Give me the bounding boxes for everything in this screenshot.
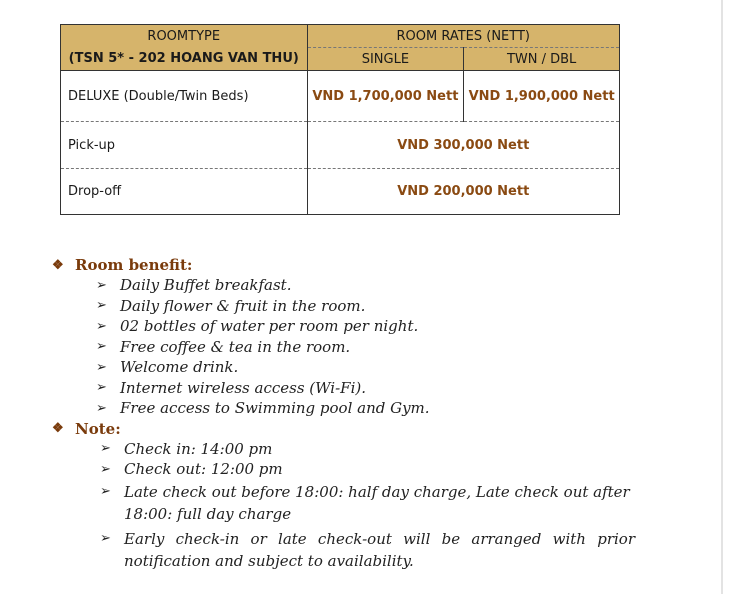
table-row (61, 71, 620, 122)
list-item (96, 357, 672, 378)
benefit-text: Internet wireless access (Wi-Fi). (120, 378, 366, 397)
arrow-bullet-icon: ➢ (96, 359, 107, 375)
room-benefit-heading (52, 255, 672, 275)
benefit-text: Free coffee & tea in the room. (120, 337, 351, 356)
arrow-bullet-icon: ➢ (96, 380, 107, 396)
list-item (96, 398, 672, 419)
list-item (100, 481, 635, 525)
price-single: VND 1,700,000 Nett (307, 71, 464, 122)
header-room-rates: ROOM RATES (NETT) (307, 25, 620, 48)
room-benefit-title: Room benefit: (75, 256, 193, 274)
table-row (61, 169, 620, 215)
note-text: Early check-in or late check-out will be arranged with prior notification and subject to availability. (124, 529, 635, 570)
list-item (96, 275, 672, 296)
arrow-bullet-icon: ➢ (100, 530, 111, 546)
list-item (96, 316, 672, 337)
list-item (96, 378, 672, 399)
note-title: Note: (75, 419, 121, 438)
benefit-text: Free access to Swimming pool and Gym. (120, 399, 430, 418)
diamond-bullet-icon: ❖ (52, 421, 64, 436)
arrow-bullet-icon: ➢ (96, 298, 107, 314)
header-single: SINGLE (307, 48, 464, 71)
price-pickup: VND 300,000 Nett (307, 122, 620, 169)
room-rates-table (60, 24, 620, 215)
price-twn-dbl: VND 1,900,000 Nett (464, 71, 620, 122)
row-label: Pick-up (61, 122, 308, 169)
header-roomtype: ROOMTYPE (61, 25, 308, 48)
row-label: DELUXE (Double/Twin Beds) (61, 71, 308, 122)
note-heading (52, 419, 672, 439)
note-text: Late check out before 18:00: half day charge, Late check out after 18:00: full day charge (124, 482, 630, 523)
benefit-text: Daily Buffet breakfast. (120, 276, 292, 295)
arrow-bullet-icon: ➢ (100, 483, 111, 499)
row-label: Drop-off (61, 169, 308, 215)
benefit-text: Daily flower & fruit in the room. (120, 296, 366, 315)
price-dropoff: VND 200,000 Nett (307, 169, 620, 215)
list-item (100, 459, 635, 480)
arrow-bullet-icon: ➢ (96, 400, 107, 416)
benefit-text: Welcome drink. (120, 358, 239, 377)
diamond-bullet-icon: ❖ (52, 257, 64, 273)
note-text: Check out: 12:00 pm (124, 460, 283, 479)
arrow-bullet-icon: ➢ (96, 318, 107, 334)
benefits-section (52, 255, 672, 572)
list-item (96, 337, 672, 358)
arrow-bullet-icon: ➢ (100, 441, 111, 457)
page-edge-line (721, 0, 723, 594)
list-item (100, 439, 635, 460)
arrow-bullet-icon: ➢ (100, 461, 111, 477)
note-text: Check in: 14:00 pm (124, 439, 273, 458)
arrow-bullet-icon: ➢ (96, 339, 107, 355)
header-hotel-name: (TSN 5* - 202 HOANG VAN THU) (61, 48, 308, 71)
table-row (61, 122, 620, 169)
arrow-bullet-icon: ➢ (96, 277, 107, 293)
benefit-text: 02 bottles of water per room per night. (120, 317, 419, 336)
header-twn-dbl: TWN / DBL (464, 48, 620, 71)
list-item (100, 528, 635, 572)
list-item (96, 296, 672, 317)
